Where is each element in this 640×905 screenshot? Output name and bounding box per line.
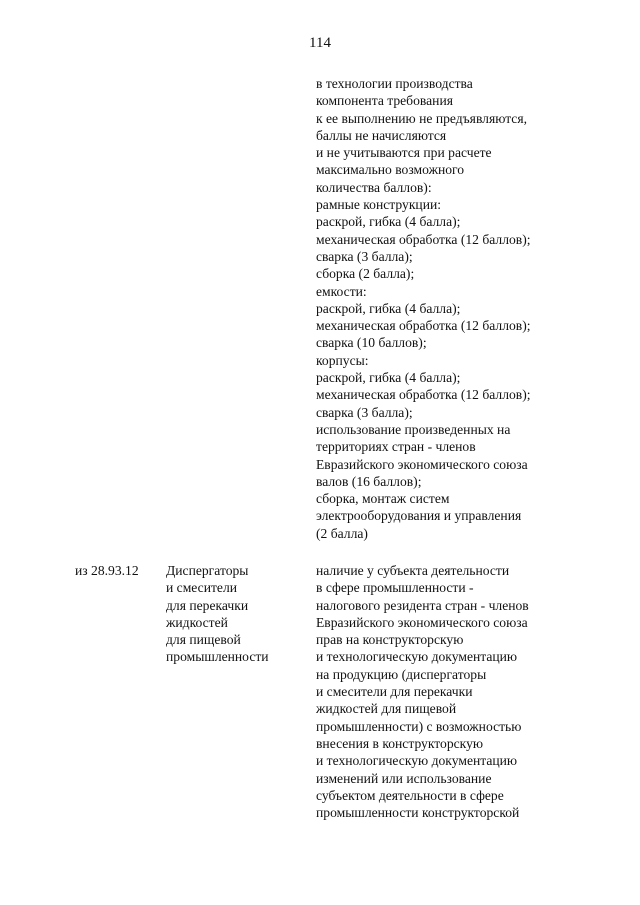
text-line: и технологическую документацию bbox=[316, 649, 518, 665]
text-line: жидкостей bbox=[166, 614, 228, 630]
text-line: максимально возможного bbox=[316, 162, 465, 178]
text-line: промышленности) с возможностью bbox=[316, 718, 522, 734]
text-line: валов (16 баллов); bbox=[316, 473, 422, 489]
text-line: и технологическую документацию bbox=[316, 753, 518, 769]
text-line: Евразийского экономического союза bbox=[316, 456, 528, 472]
product-name bbox=[166, 562, 269, 666]
text-line: на продукцию (диспергаторы bbox=[316, 666, 487, 682]
text-line: наличие у субъекта деятельности bbox=[316, 563, 510, 578]
text-line: количества баллов): bbox=[316, 179, 432, 195]
text-line: субъектом деятельности в сфере bbox=[316, 787, 504, 803]
text-line: для перекачки bbox=[166, 597, 249, 613]
page-number: 114 bbox=[309, 35, 331, 51]
text-line: сварка (10 баллов); bbox=[316, 335, 427, 351]
text-line: корпусы: bbox=[316, 352, 369, 368]
text-line: механическая обработка (12 баллов); bbox=[316, 318, 531, 334]
text-line: механическая обработка (12 баллов); bbox=[316, 231, 531, 247]
text-line: в сфере промышленности - bbox=[316, 580, 474, 596]
text-line: промышленности конструкторской bbox=[316, 805, 520, 821]
text-line: и не учитываются при расчете bbox=[316, 145, 492, 161]
text-line: для пищевой bbox=[166, 632, 241, 648]
text-line: компонента требования bbox=[316, 93, 453, 109]
text-line: в технологии производства bbox=[316, 76, 473, 91]
text-line: механическая обработка (12 баллов); bbox=[316, 387, 531, 403]
text-line: к ее выполнению не предъявляются, bbox=[316, 110, 527, 126]
text-line: промышленности bbox=[166, 649, 269, 665]
text-line: и смесители bbox=[166, 580, 238, 596]
product-code bbox=[75, 562, 139, 579]
text-line: жидкостей для пищевой bbox=[316, 701, 457, 717]
text-line: налогового резидента стран - членов bbox=[316, 597, 529, 613]
text-line: изменений или использование bbox=[316, 770, 492, 786]
text-line: раскрой, гибка (4 балла); bbox=[316, 214, 461, 230]
text-line: внесения в конструкторскую bbox=[316, 735, 484, 751]
text-line: использование произведенных на bbox=[316, 421, 511, 437]
text-line: раскрой, гибка (4 балла); bbox=[316, 300, 461, 316]
text-line: и смесители для перекачки bbox=[316, 684, 473, 700]
text-line: прав на конструкторскую bbox=[316, 632, 464, 648]
requirements-continuation bbox=[316, 75, 531, 542]
text-line: рамные конструкции: bbox=[316, 197, 442, 213]
text-line: (2 балла) bbox=[316, 525, 368, 541]
product-requirements bbox=[316, 562, 529, 821]
text-line: территориях стран - членов bbox=[316, 439, 476, 455]
text-line: Евразийского экономического союза bbox=[316, 614, 528, 630]
text-line: емкости: bbox=[316, 283, 367, 299]
text-line: сварка (3 балла); bbox=[316, 248, 413, 264]
text-line: баллы не начисляются bbox=[316, 127, 447, 143]
text-line: электрооборудования и управления bbox=[316, 508, 522, 524]
text-line: сборка (2 балла); bbox=[316, 266, 415, 282]
text-line: сварка (3 балла); bbox=[316, 404, 413, 420]
product-code-text: из 28.93.12 bbox=[75, 563, 139, 578]
text-line: Диспергаторы bbox=[166, 563, 249, 578]
text-line: раскрой, гибка (4 балла); bbox=[316, 370, 461, 386]
text-line: сборка, монтаж систем bbox=[316, 491, 450, 507]
